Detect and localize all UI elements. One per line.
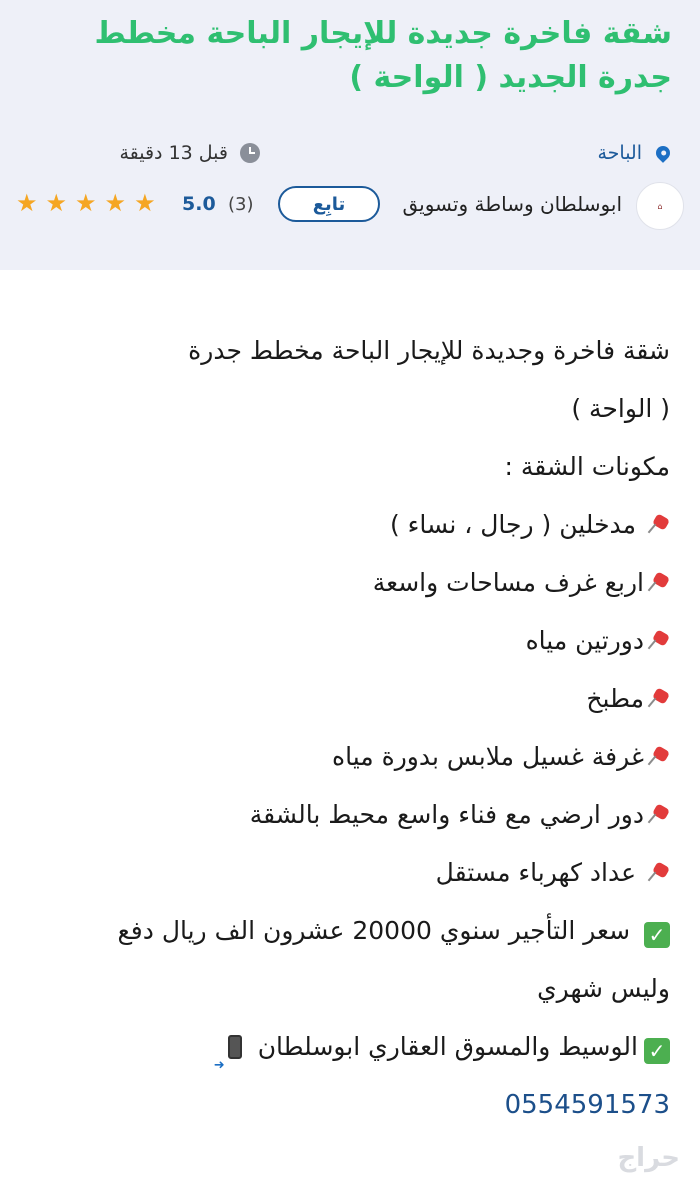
- description-line: شقة فاخرة وجديدة للإيجار الباحة مخطط جدرة: [188, 336, 670, 365]
- posted-time: [119, 138, 260, 168]
- seller-row: [0, 180, 700, 232]
- feature-item: [25, 728, 670, 786]
- feature-item: [25, 496, 670, 554]
- rating-stars: [16, 190, 156, 216]
- pushpin-icon: [648, 630, 670, 652]
- feature-item: [25, 786, 670, 844]
- feature-item: [25, 612, 670, 670]
- feature-text: دور ارضي مع فناء واسع محيط بالشقة: [249, 800, 644, 829]
- star-icon: ★: [104, 189, 127, 217]
- description-line: ( الواحة ): [571, 394, 670, 423]
- feature-text: دورتين مياه: [525, 626, 644, 655]
- feature-text: اربع غرف مساحات واسعة: [372, 568, 644, 597]
- location-link[interactable]: [597, 138, 670, 168]
- pushpin-icon: [648, 804, 670, 826]
- pushpin-icon: [648, 688, 670, 710]
- star-icon: ★: [16, 189, 38, 217]
- avatar-logo-icon: ⌂: [657, 201, 663, 211]
- price-line: [25, 902, 670, 960]
- site-watermark: حراج: [617, 1143, 680, 1173]
- feature-text: عداد كهرباء مستقل: [435, 858, 637, 887]
- review-count: (3): [228, 194, 254, 215]
- feature-item: [25, 670, 670, 728]
- map-pin-icon: [653, 143, 673, 163]
- broker-line: [25, 1018, 670, 1076]
- phone-number-link[interactable]: 0554591573: [504, 1090, 670, 1120]
- description-line: مكونات الشقة :: [504, 452, 670, 481]
- listing-description: [25, 322, 670, 1134]
- pushpin-icon: [648, 572, 670, 594]
- star-icon: ★: [134, 189, 156, 217]
- rating-value: 5.0: [182, 193, 216, 215]
- seller-name[interactable]: ابوسلطان وساطة وتسويق: [402, 192, 622, 216]
- clock-icon: [240, 143, 260, 163]
- pushpin-icon: [648, 514, 670, 536]
- price-text: سعر التأجير سنوي 20000 عشرون الف ريال دفع: [117, 916, 631, 945]
- posted-time-label: قبل 13 دقيقة: [119, 142, 228, 164]
- feature-text: مطبخ: [586, 684, 644, 713]
- broker-text: الوسيط والمسوق العقاري ابوسلطان: [257, 1032, 638, 1061]
- pushpin-icon: [648, 862, 670, 884]
- star-icon: ★: [75, 189, 97, 217]
- pushpin-icon: [648, 746, 670, 768]
- follow-button[interactable]: تابِع: [278, 186, 380, 222]
- location-label: الباحة: [597, 142, 642, 164]
- check-mark-icon: ✓: [644, 922, 670, 948]
- listing-title: شقة فاخرة جديدة للإيجار الباحة مخطط جدرة الجديد ( الواحة ): [94, 16, 672, 95]
- star-icon: ★: [45, 189, 68, 217]
- seller-avatar[interactable]: [636, 182, 684, 230]
- listing-header: [0, 0, 700, 270]
- feature-item: [25, 554, 670, 612]
- check-mark-icon: ✓: [644, 1038, 670, 1064]
- feature-text: غرفة غسيل ملابس بدورة مياه: [332, 742, 644, 771]
- feature-text: مدخلين ( رجال ، نساء ): [389, 510, 637, 539]
- price-line-2: وليس شهري: [537, 974, 670, 1003]
- mobile-phone-icon: [228, 1035, 242, 1059]
- feature-item: [25, 844, 670, 902]
